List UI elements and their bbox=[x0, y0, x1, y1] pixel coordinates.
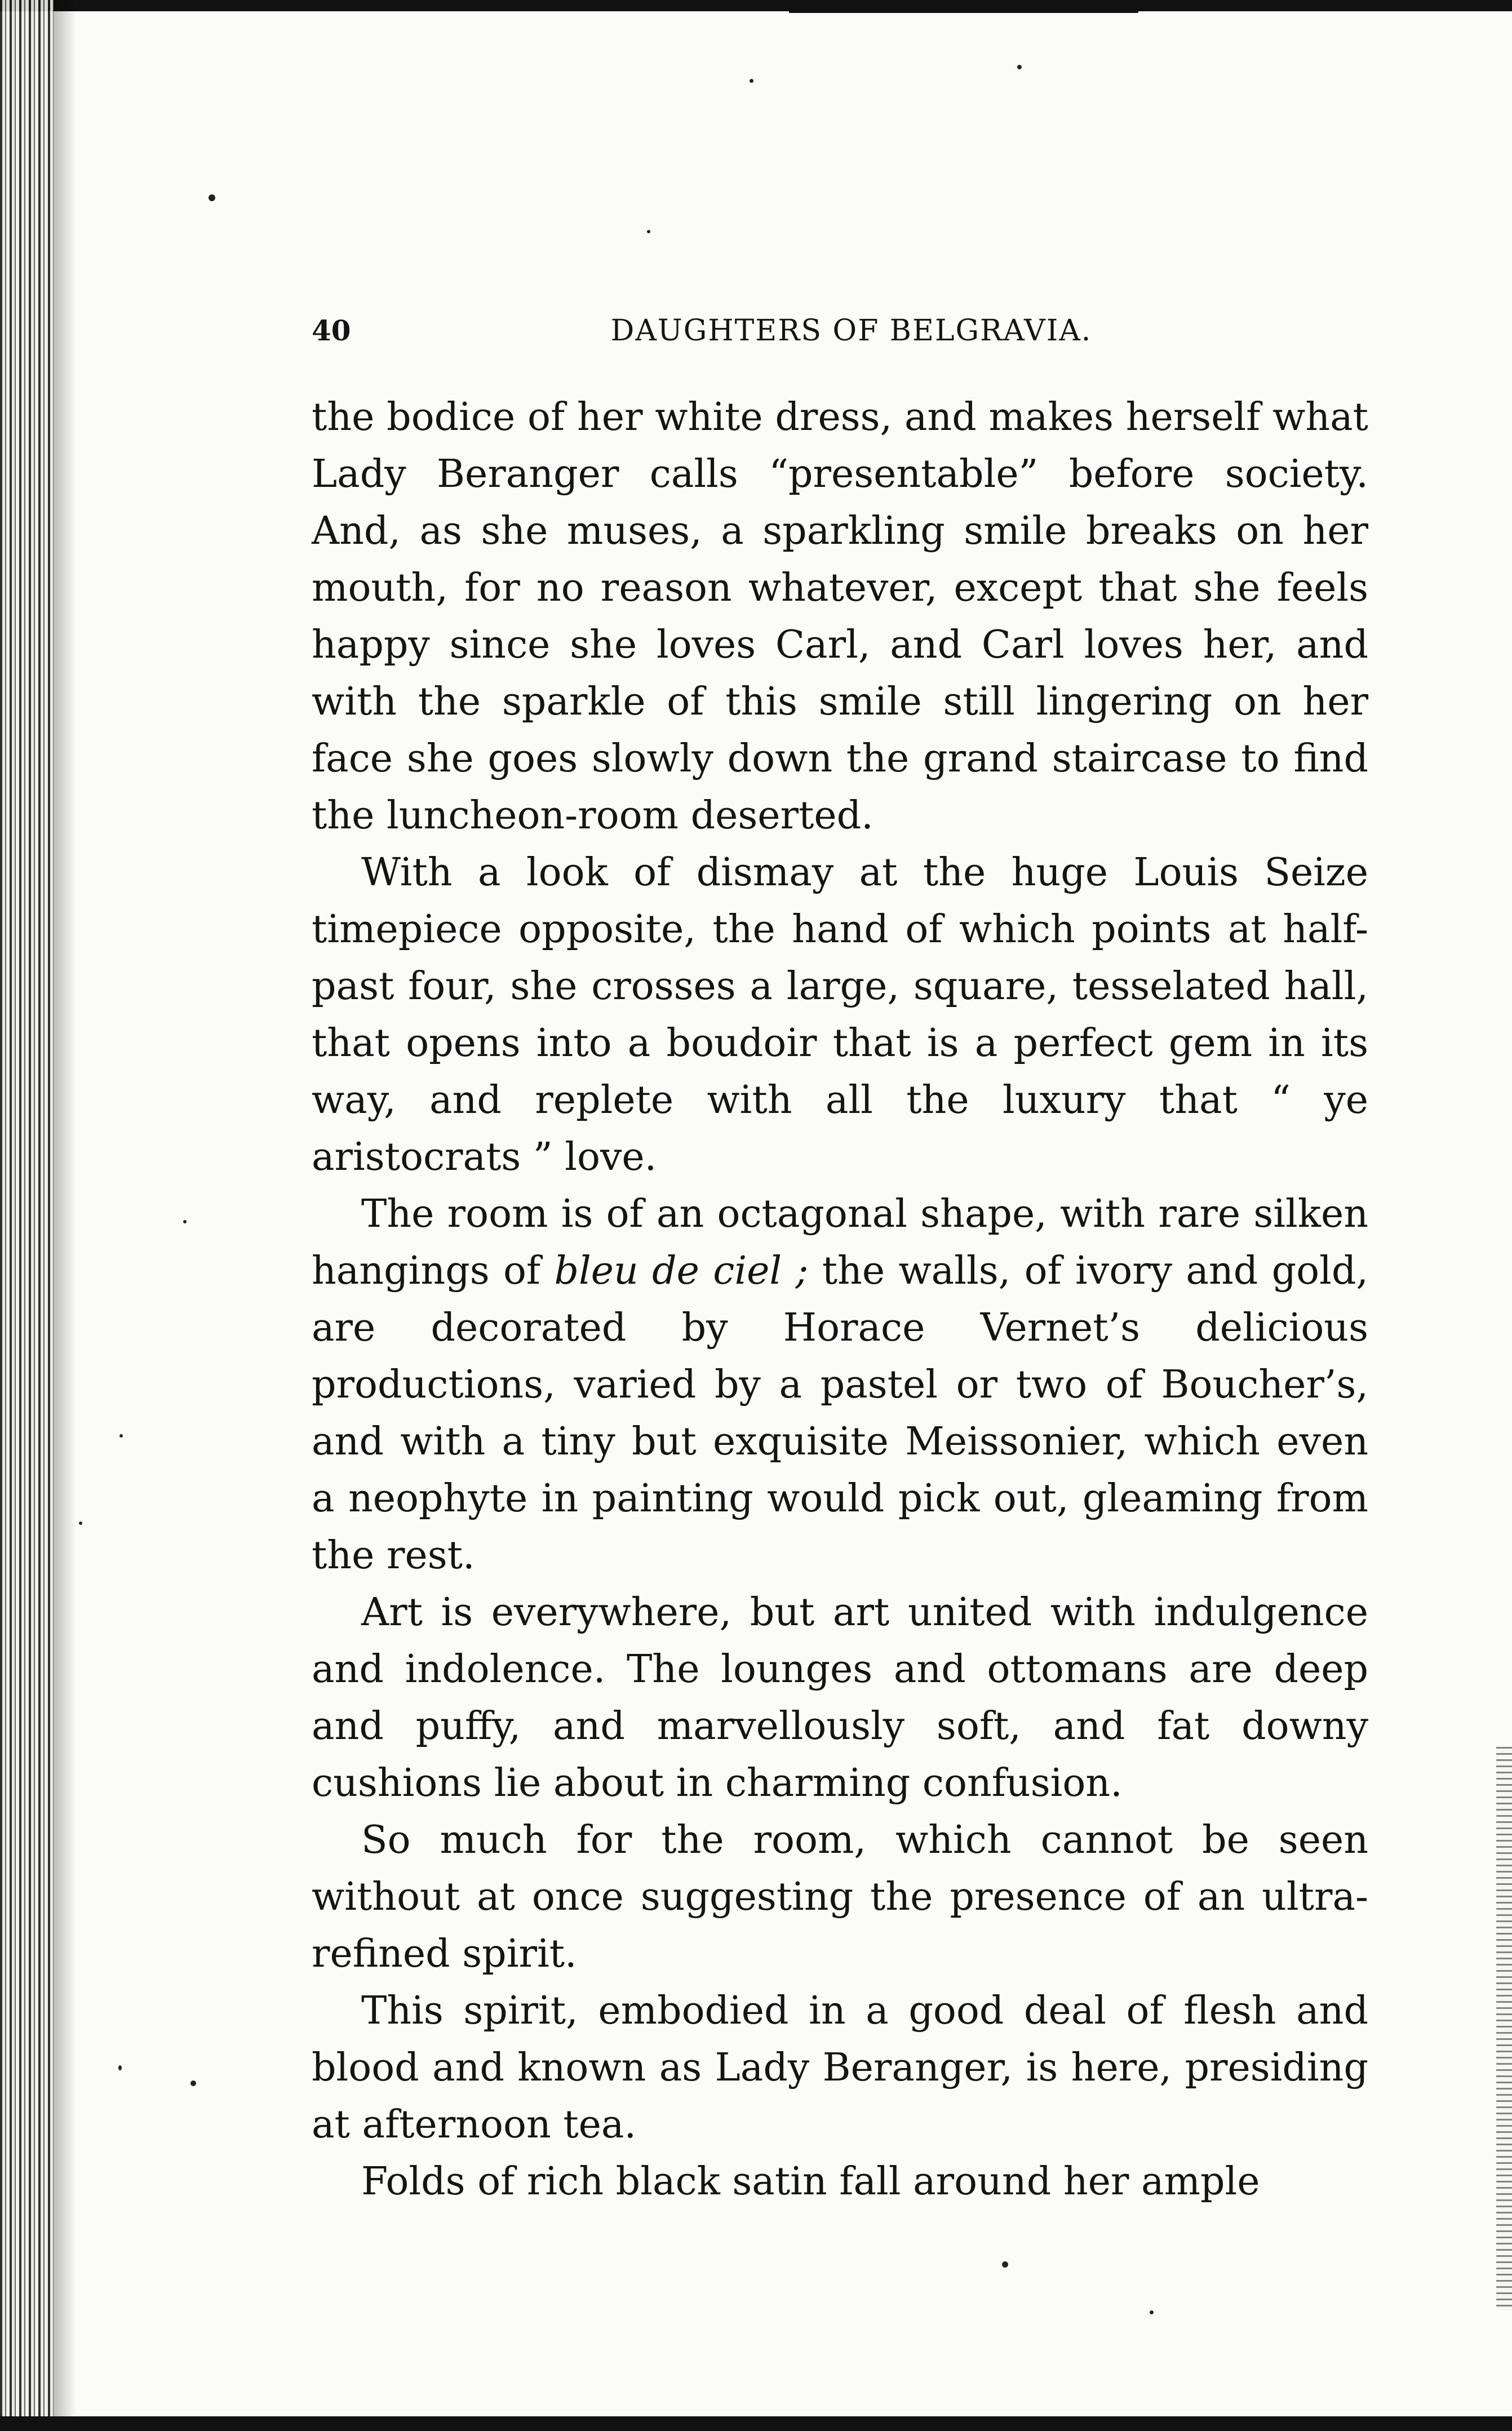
paragraph-text: the walls, of ivory and gold, are decorated by Horace Vernet’s delicious productions, varied by a pastel or two of Boucher’s, and with a tiny but exquisite Meissonier, which even a neophyte in painting would pick out, gleaming from the rest. bbox=[312, 1249, 1369, 1578]
page-right-edge bbox=[1496, 1747, 1512, 2310]
page-number: 40 bbox=[312, 314, 351, 347]
paragraph: Art is everywhere, but art united with indulgence and indolence. The lounges and ottomans are deep and puffy, and marvellously soft, and fat downy cushions lie about in charming confusion. bbox=[312, 1590, 1368, 1805]
binding-shadow bbox=[54, 0, 76, 2431]
scan-speck bbox=[647, 230, 650, 233]
scan-speck bbox=[79, 1521, 82, 1525]
scan-speck bbox=[1017, 65, 1022, 69]
paragraph: This spirit, embodied in a good deal of flesh and blood and known as Lady Beranger, is here, presiding at afternoon tea. bbox=[312, 1989, 1368, 2147]
paragraph: With a look of dismay at the huge Louis Seize timepiece opposite, the hand of which points at half-past four, she crosses a large, square, tesselated hall, that opens into a boudoir that is a perfect gem in its way, and replete with all the luxury that “ ye aristocrats ” love. bbox=[312, 850, 1368, 1179]
scan-speck bbox=[1150, 2310, 1154, 2314]
scan-speck bbox=[1002, 2261, 1008, 2268]
paragraph: the bodice of her white dress, and makes herself what Lady Beranger calls “presentable” before society. And, as she muses, a sparkling smile breaks on her mouth, for no reason whatever, except that she feels happy since she loves Carl, and Carl loves her, and with the sparkle of this smile still lingering on her face she goes slowly down the grand staircase to find the luncheon-room deserted. bbox=[312, 395, 1368, 838]
page-header bbox=[312, 311, 1368, 351]
scan-speck bbox=[183, 1220, 187, 1223]
scan-speck bbox=[750, 79, 753, 83]
paragraph bbox=[312, 1186, 1368, 1584]
paragraph-text: The room is of an octagonal shape, with rare silken hangings of bbox=[312, 1192, 1368, 1293]
scan-top-border bbox=[0, 0, 1512, 11]
scan-speck bbox=[209, 194, 215, 201]
scan-bottom-border bbox=[0, 2416, 1512, 2431]
scan-speck bbox=[119, 1434, 123, 1438]
running-head: DAUGHTERS OF BELGRAVIA. bbox=[610, 314, 1092, 348]
paragraph: So much for the room, which cannot be seen without at once suggesting the presence of an ultra-refined spirit. bbox=[312, 1818, 1368, 1976]
paragraph: Folds of rich black satin fall around her ample bbox=[361, 2159, 1260, 2204]
scan-speck bbox=[190, 2080, 196, 2086]
body-text bbox=[312, 389, 1368, 2210]
book-binding-edge bbox=[0, 0, 54, 2431]
italic-phrase: bleu de ciel ; bbox=[554, 1249, 809, 1293]
scan-top-mark bbox=[789, 8, 1138, 13]
scan-speck bbox=[118, 2065, 122, 2070]
